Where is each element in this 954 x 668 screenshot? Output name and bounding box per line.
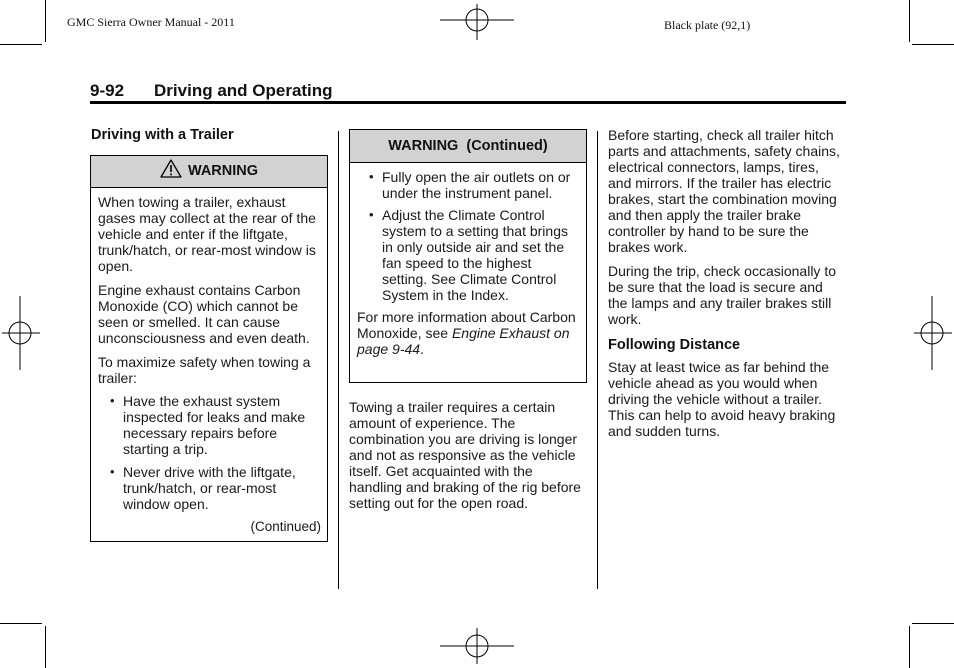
column-separator bbox=[338, 131, 339, 589]
list-item: • Adjust the Climate Control system to a setting that brings in only outside air and set the fan speed to the highest setting. See Climate Control System in the Index. bbox=[369, 207, 568, 303]
warning-continued-header: WARNING (Continued) bbox=[350, 130, 586, 163]
bullet-icon: • bbox=[369, 169, 374, 184]
manual-title: GMC Sierra Owner Manual - 2011 bbox=[67, 15, 235, 29]
list-item: • Never drive with the liftgate, trunk/hatch, or rear-most window open. bbox=[110, 464, 296, 512]
warning-paragraph: Engine exhaust contains Carbon Monoxide (CO) which cannot be seen or smelled. It can cause unconsciousness and even death. bbox=[98, 282, 310, 346]
warning-box bbox=[90, 155, 328, 542]
continued-label: (Continued) bbox=[250, 519, 321, 534]
cross-reference-link[interactable]: Engine Exhaust on page 9-44 bbox=[357, 325, 570, 357]
bullet-icon: • bbox=[110, 464, 115, 479]
section-title: Driving and Operating bbox=[154, 81, 333, 100]
crop-mark bbox=[909, 626, 910, 668]
registration-mark-top bbox=[440, 0, 514, 42]
warning-triangle-icon bbox=[160, 159, 182, 178]
warning-continued-body bbox=[350, 163, 586, 357]
subsection-heading-driving-with-trailer: Driving with a Trailer bbox=[91, 127, 234, 143]
section-header bbox=[90, 81, 333, 101]
body-paragraph: Before starting, check all trailer hitch parts and attachments, safety chains, electrical connectors, lamps, tires, and mirrors. If the trailer has electric brakes, start the combination moving and then apply the trailer brake controller by hand to be sure the brakes work. bbox=[608, 127, 840, 255]
column-3-text bbox=[608, 127, 846, 447]
warning-title: WARNING bbox=[187, 163, 259, 179]
towing-experience-paragraph: Towing a trailer requires a certain amount of experience. The combination you are driving is longer and not as responsive as the vehicle itself. Get acquainted with the handling and braking of the rig before setting out for the open road. bbox=[349, 399, 581, 511]
warning-continued-box bbox=[349, 129, 587, 383]
list-item: • Fully open the air outlets on or under the instrument panel. bbox=[369, 169, 571, 201]
registration-mark-bottom bbox=[440, 626, 514, 668]
plate-label: Black plate (92,1) bbox=[664, 18, 751, 32]
bullet-icon: • bbox=[369, 207, 374, 222]
warning-paragraph: To maximize safety when towing a trailer: bbox=[98, 354, 311, 386]
page-number: 9-92 bbox=[90, 81, 125, 100]
crop-mark bbox=[0, 44, 42, 45]
crop-mark bbox=[909, 0, 910, 42]
body-paragraph: Stay at least twice as far behind the vehicle ahead as you would when driving the vehicle without a trailer. This can help to avoid heavy braking and sudden turns. bbox=[608, 359, 836, 439]
warning-body bbox=[91, 188, 327, 535]
registration-mark-right bbox=[912, 296, 954, 370]
more-info-paragraph: For more information about Carbon Monoxide, see Engine Exhaust on page 9-44. bbox=[357, 309, 576, 357]
body-paragraph: During the trip, check occasionally to be sure that the load is secure and the lamps and any trailer brakes still work. bbox=[608, 263, 836, 327]
crop-mark bbox=[45, 0, 46, 42]
crop-mark bbox=[912, 44, 954, 45]
crop-mark bbox=[912, 623, 954, 624]
registration-mark-left bbox=[0, 296, 42, 370]
warning-bullet-list bbox=[98, 393, 321, 512]
warning-paragraph: When towing a trailer, exhaust gases may collect at the rear of the vehicle and enter if the liftgate, trunk/hatch, or rear-most window is open. bbox=[98, 194, 316, 274]
crop-mark bbox=[45, 626, 46, 668]
warning-bullet-list bbox=[357, 169, 580, 303]
crop-mark bbox=[0, 623, 42, 624]
header-rule bbox=[90, 101, 846, 104]
column-separator bbox=[597, 131, 598, 589]
bullet-icon: • bbox=[110, 393, 115, 408]
warning-header bbox=[91, 156, 327, 188]
list-item: • Have the exhaust system inspected for leaks and make necessary repairs before starting a trip. bbox=[110, 393, 306, 457]
subsection-heading-following-distance: Following Distance bbox=[608, 337, 741, 353]
